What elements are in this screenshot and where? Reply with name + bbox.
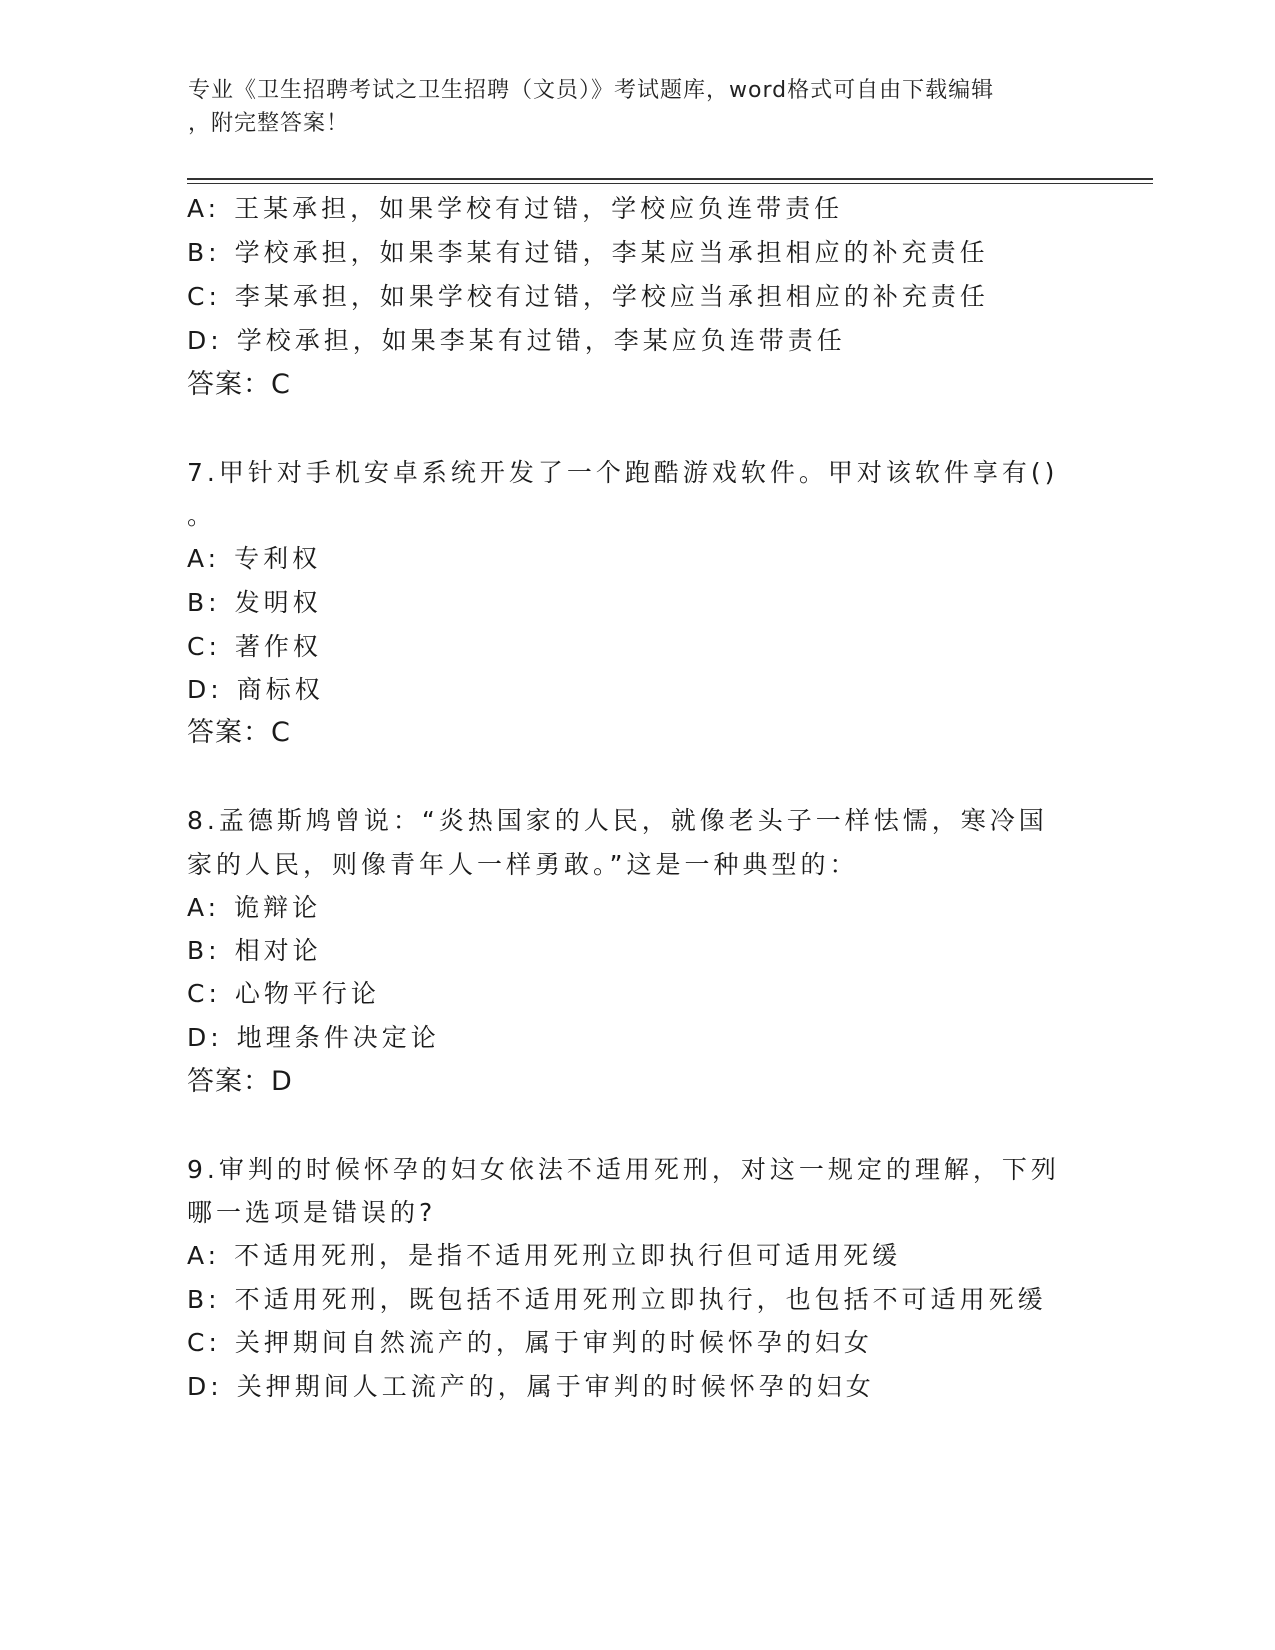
prev-answer: 答案：C: [187, 369, 291, 400]
header-line-1: 专业《卫生招聘考试之卫生招聘（文员）》考试题库，word格式可自由下载编辑: [188, 78, 995, 103]
header-line-2: ，附完整答案！: [188, 111, 350, 136]
q9-stem-line-2: 哪一选项是错误的?: [187, 1198, 437, 1227]
q9-stem-line-1: 9.审判的时候怀孕的妇女依法不适用死刑，对这一规定的理解，下列: [187, 1155, 1060, 1184]
q9-option-b: B: 不适用死刑，既包括不适用死刑立即执行，也包括不可适用死缓: [187, 1285, 1047, 1314]
q7-option-c: C: 著作权: [187, 632, 322, 661]
q7-stem-line-1: 7.甲针对手机安卓系统开发了一个跑酷游戏软件。甲对该软件享有(): [187, 458, 1059, 487]
q8-stem-line-1: 8.孟德斯鸠曾说：“炎热国家的人民，就像老头子一样怯懦，寒冷国: [187, 806, 1048, 835]
prev-option-b: B: 学校承担，如果李某有过错，李某应当承担相应的补充责任: [187, 238, 989, 267]
header-divider: [187, 178, 1153, 184]
q9-option-a: A: 不适用死刑，是指不适用死刑立即执行但可适用死缓: [187, 1241, 902, 1270]
prev-option-a: A: 王某承担，如果学校有过错，学校应负连带责任: [187, 194, 844, 223]
q8-option-a: A: 诡辩论: [187, 893, 322, 922]
prev-option-d: D: 学校承担，如果李某有过错，李某应负连带责任: [187, 326, 846, 355]
q7-option-a: A: 专利权: [187, 544, 322, 573]
q9-option-d: D: 关押期间人工流产的，属于审判的时候怀孕的妇女: [187, 1372, 875, 1401]
document-header: [188, 74, 1068, 140]
q8-option-c: C: 心物平行论: [187, 979, 380, 1008]
q7-option-b: B: 发明权: [187, 588, 322, 617]
q8-option-d: D: 地理条件决定论: [187, 1023, 440, 1052]
q7-stem-line-2: 。: [187, 501, 217, 530]
q7-option-d: D: 商标权: [187, 675, 324, 704]
q8-answer: 答案：D: [187, 1066, 293, 1097]
q8-stem-line-2: 家的人民，则像青年人一样勇敢。”这是一种典型的：: [187, 850, 859, 879]
prev-option-c: C: 李某承担，如果学校有过错，学校应当承担相应的补充责任: [187, 282, 989, 311]
q7-answer: 答案：C: [187, 717, 291, 748]
q9-option-c: C: 关押期间自然流产的，属于审判的时候怀孕的妇女: [187, 1328, 873, 1357]
q8-option-b: B: 相对论: [187, 936, 322, 965]
